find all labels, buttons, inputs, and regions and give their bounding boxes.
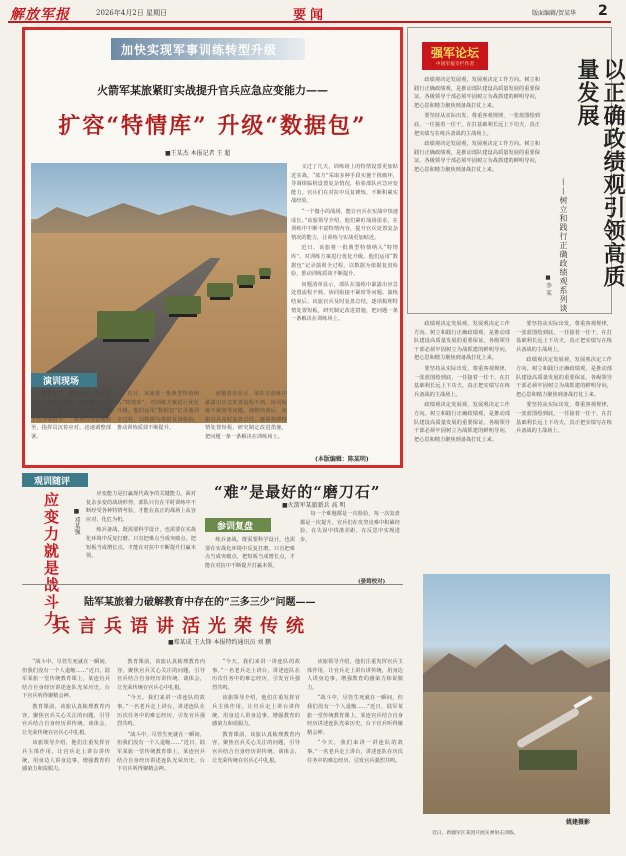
- feature-text-col2: 近日，该旅将一批典型特情纳入“特情库”，对训练方案进行优化升级。他们运用“数据包”记录演训全过程，以数据为依据复盘检验，推动训练质效不断提升。: [117, 391, 199, 432]
- sub-article-text-1: 练兵备战，既需要科学设计，也需要在实战化环境中反复打磨。只有把难点当成突破点，把短板当成增长点，才能在对抗中不断提升打赢本领。: [205, 537, 295, 569]
- commentary-byline: ■ 邓某强: [73, 508, 80, 535]
- issue-date: 2026年4月2日 星期日: [96, 9, 167, 17]
- photo-credit: 姚建摄影: [566, 819, 591, 826]
- feature-banner-text: 加快实现军事训练转型升级: [121, 43, 278, 57]
- forum-author: ■ 李 某: [545, 275, 551, 296]
- feature-byline: ■王某杰 本报记者 王 超: [165, 150, 231, 157]
- commentary-title: 应变力就是战斗力: [42, 492, 60, 628]
- tag-observe: 观训随评: [22, 473, 88, 487]
- forum-text-col1: 政绩观决定发展观，发展观决定工作方向。树立和践行正确政绩观，是推动部队建设高质量发展的重要保证。各级领导干部必须牢固树立为战抓建的鲜明导向，把心思和精力聚焦到备战打仗上来。 要坚持从实际出发，尊重客观规律，一张蓝图绘到底，一任接着一任干，在打基础利长远上下功夫，真正把实绩写在练兵备战的主战场上。 政绩观决定发展观，发展观决定工作方向。树立和践行正确政绩观，是推动部队建设高质量发展的重要保证。各级领导干部必须牢固树立为战抓建的鲜明导向，把心思和精力聚焦到备战打仗上来。: [414, 321, 510, 443]
- forum-text-col2: 要坚持从实际出发，尊重客观规律，一张蓝图绘到底，一任接着一任干，在打基础利长远上下功夫，真正把实绩写在练兵备战的主战场上。 政绩观决定发展观，发展观决定工作方向。树立和践行正确政绩观，是推动部队建设高质量发展的重要保证。各级领导干部必须牢固树立为战抓建的鲜明导向，把心思和精力聚焦到备战打仗上来。 要坚持从实际出发，尊重客观规律，一张蓝图绘到底，一任接着一任干，在打基础利长远上下功夫，真正把实绩写在练兵备战的主战场上。: [516, 321, 612, 435]
- section-divider: [22, 584, 403, 585]
- feature-text-col3: 又过了几天，训练场上的特情设置更加贴近实战。“蓝方”采取多种手段实施干扰破坏，导调组临机设置复杂情况，检验部队应急应变能力。官兵们在对抗中反复锤炼，不断积累实战经验。 “一个微小的战场，能让官兵在实战中快速成长。”该旅领导介绍，他们紧盯战场需求，在训练中不断丰富特情内容，提升官兵处置复杂情况的能力，让训练与实战更加贴近。 近日，该旅将一批典型特情纳入“特情库”，对训练方案进行优化升级。他们运用“数据包”记录演训全过程，以数据为依据复盘检验，推动训练质效不断提升。 问题清单显示，部队在演练中暴露出应急处置流程不熟、协同衔接不紧密等问题。演练结束后，该旅官兵及时复盘总结，逐项梳理特情处置短板，研究制定改进措施，把问题一条一条解决在训练场上。: [291, 164, 398, 323]
- missile-launch-photo: [423, 574, 610, 814]
- sub-article-editor-note: (晏筠校对): [358, 579, 386, 585]
- lower-text-col1: “战斗中，尽管生死就在一瞬间，但我们没有一个人退缩……”近日，陆军某旅一堂传统教育课上，某连官兵结合自身经历讲述连队光荣历史，台下官兵听得聚精会神。 教育课前，该旅认真梳理教育内容，聚焦官兵关心关注的问题，引导官兵结合自身经历讲传统、谈体会，让光荣传统在官兵心中扎根。 该旅领导介绍，他们注重发挥官兵主体作用，让官兵走上讲台讲传统，用身边人讲身边事，增强教育的感染力和说服力。: [22, 659, 110, 773]
- feature-text-col2b: 问题清单显示，部队在演练中暴露出应急处置流程不熟、协同衔接不紧密等问题。演练结束后，该旅官兵及时复盘总结，逐项梳理特情处置短板，研究制定改进措施，把问题一条一条解决在训练场上。: [205, 391, 287, 440]
- lower-byline: ■郑某成 王大锋 本报特约通讯员 刘 鹏: [168, 639, 272, 646]
- feature-editor-note: (本版编辑：陈某明): [315, 456, 369, 463]
- feature-kicker: 火箭军某旅紧盯实战提升官兵应急应变能力——: [97, 84, 328, 97]
- tag-scene: 演训现场: [31, 373, 97, 387]
- feature-headline: 扩容“特情库” 升级“数据包”: [58, 113, 367, 139]
- photo-caption: 近日，新疆军区某团开展实弹射击训练。: [432, 831, 519, 836]
- sub-article-title: “难”是最好的“磨刀石”: [214, 483, 381, 501]
- lower-text-col4: 该旅领导介绍，他们注重发挥官兵主体作用，让官兵走上讲台讲传统，用身边人讲身边事，增强教育的感染力和说服力。 “战斗中，尽管生死就在一瞬间，但我们没有一个人退缩……”近日，陆军某旅一堂传统教育课上，某连官兵结合自身经历讲述连队光荣历史，台下官兵听得聚精会神。 “今天，我们来讲一讲连队的故事。”一名老兵走上讲台，讲述连队在历次任务中的难忘经历，引发官兵强烈共鸣。: [307, 659, 403, 764]
- section-name: 要闻: [293, 8, 328, 23]
- feature-story: [22, 27, 403, 468]
- launcher-vehicle: [519, 750, 577, 770]
- convoy-vehicle: [165, 296, 201, 314]
- forum-title: 以正确政绩观引领高质量发展: [574, 58, 626, 288]
- forum-subtitle: ——树立和践行正确政绩观系列谈: [559, 178, 568, 313]
- feature-banner: [111, 38, 305, 60]
- lower-headline: 兵言兵语讲活光荣传统: [52, 616, 312, 637]
- masthead: [8, 3, 611, 23]
- forum-text-top: 政绩观决定发展观，发展观决定工作方向。树立和践行正确政绩观，是推动部队建设高质量发展的重要保证。各级领导干部必须牢固树立为战抓建的鲜明导向，把心思和精力聚焦到备战打仗上来。 要坚持从实际出发，尊重客观规律，一张蓝图绘到底，一任接着一任干，在打基础利长远上下功夫，真正把实绩写在练兵备战的主战场上。 政绩观决定发展观，发展观决定工作方向。树立和践行正确政绩观，是推动部队建设高质量发展的重要保证。各级领导干部必须牢固树立为战抓建的鲜明导向，把心思和精力聚焦到备战打仗上来。: [414, 77, 540, 173]
- convoy-vehicle: [259, 268, 271, 276]
- tag-review: 参训复盘: [205, 518, 271, 532]
- convoy-vehicle: [97, 311, 155, 339]
- sub-article-byline: ■火箭军某旅新兵 高 明: [282, 502, 346, 509]
- convoy-vehicle: [207, 283, 233, 297]
- lower-text-col3: “今天，我们来讲一讲连队的故事。”一名老兵走上讲台，讲述连队在历次任务中的难忘经历，引发官兵强烈共鸣。 该旅领导介绍，他们注重发挥官兵主体作用，让官兵走上讲台讲传统，用身边人讲身边事，增强教育的感染力和说服力。 教育课前，该旅认真梳理教育内容，聚焦官兵关心关注的问题，引导官兵结合自身经历讲传统、谈体会，让光荣传统在官兵心中扎根。: [212, 659, 300, 764]
- page-editor: 版面编辑/贺某华: [532, 10, 577, 17]
- page-number: 2: [598, 3, 608, 19]
- feature-text-col1: 初春时节，西北戈壁，数九寒风中，火箭军某旅一场红蓝对抗实兵演练正在激烈进行。导调组突然下达导调指令，一系列特情接踵而至，指挥员沉着应对，迅速调整部署。: [31, 391, 111, 440]
- commentary-text: 应变能力是打赢现代战争的关键能力。面对复杂多变的战场形势，部队只有在平时训练中不断经受各种特情考验，才能在真正的战场上从容应对、化危为机。 练兵备战，既需要科学设计，也需要在实战化环境中反复打磨。只有把难点当成突破点，把短板当成增长点，才能在对抗中不断提升打赢本领。: [86, 491, 196, 560]
- convoy-vehicle: [237, 275, 255, 285]
- lower-text-col2: 教育课前，该旅认真梳理教育内容，聚焦官兵关心关注的问题，引导官兵结合自身经历讲传统、谈体会，让光荣传统在官兵心中扎根。 “今天，我们来讲一讲连队的故事。”一名老兵走上讲台，讲述连队在历次任务中的难忘经历，引发官兵强烈共鸣。 “战斗中，尽管生死就在一瞬间，但我们没有一个人退缩……”近日，陆军某旅一堂传统教育课上，某连官兵结合自身经历讲述连队光荣历史，台下官兵听得聚精会神。: [117, 659, 205, 773]
- sub-article-text-2: 每一个难题都是一次检验，每一次复盘都是一次提升。官兵们在攻坚克难中积累经验，在失误中找准差距，在反思中实现进步。: [300, 511, 400, 543]
- newspaper-logo: 解放军报: [10, 7, 70, 23]
- forum-logo: 强军论坛 中国军报专栏作者: [422, 42, 488, 70]
